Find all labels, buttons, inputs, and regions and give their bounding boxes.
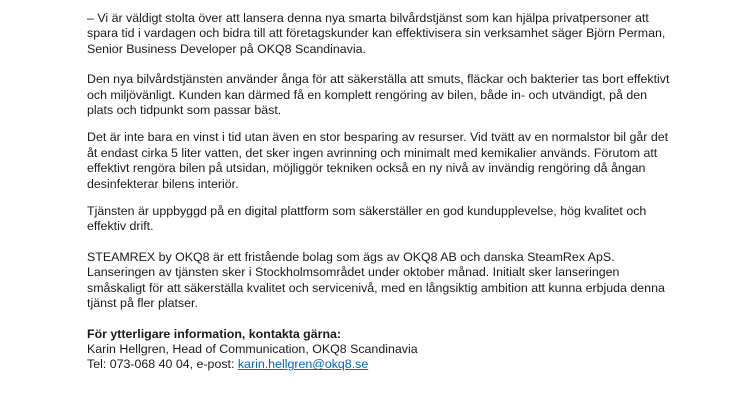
text-line: spara tid i vardagen och bidra till att företagskunder kan effektivisera sin verksamhet säger Björn Perman, [87, 26, 666, 41]
text-line: desinfekterar bilens interiör. [87, 176, 239, 191]
contact-tel: Tel: 073-068 40 04, e-post: [87, 357, 238, 372]
company-info-paragraph [87, 250, 707, 312]
service-description-paragraph [87, 72, 707, 118]
press-release-document [87, 11, 707, 373]
text-line: plats och tidpunkt som passar bäst. [87, 103, 282, 118]
text-line: effektiv drift. [87, 219, 154, 234]
text-line: Tjänsten är uppbyggd på en digital plattform som säkerställer en god kundupplevelse, hög kvalitet och [87, 204, 647, 219]
text-line: Lanseringen av tjänsten sker i Stockholmsområdet under oktober månad. Initialt sker lanseringen [87, 265, 620, 280]
platform-paragraph [87, 204, 707, 235]
text-line: tjänst på fler platser. [87, 296, 198, 311]
text-line: åt endast cirka 5 liter vatten, det sker ingen avrinning och minimalt med kemikalier används. Förutom att [87, 145, 658, 160]
email-link[interactable]: karin.hellgren@okq8.se [237, 357, 369, 372]
text-line: – Vi är väldigt stolta över att lansera denna nya smarta bilvårdstjänst som kan hjälpa privatpersoner att [87, 11, 649, 25]
text-line: och miljövänligt. Kunden kan därmed få en komplett rengöring av bilen, både in- och utvändigt, på den [87, 87, 647, 102]
contact-heading: För ytterligare information, kontakta gärna: [87, 326, 342, 341]
text-line: Det är inte bara en vinst i tid utan även en stor besparing av resurser. Vid tvätt av en normalstor bil går det [87, 130, 669, 145]
text-line: STEAMREX by OKQ8 är ett fristående bolag som ägs av OKQ8 AB och danska SteamRex ApS. [87, 249, 615, 264]
contact-details [87, 357, 707, 372]
text-line: effektivt rengöra bilen på utsidan, möjliggör tekniken också en ny nivå av invändig rengöring då ångan [87, 161, 646, 176]
contact-name: Karin Hellgren, Head of Communication, OKQ8 Scandinavia [87, 341, 418, 356]
text-line: småskaligt för att säkerställa kvalitet och servicenivå, med en långsiktig ambition att kunna erbjuda denna [87, 280, 665, 295]
quote-paragraph [87, 11, 707, 57]
resource-savings-paragraph [87, 130, 707, 192]
contact-section [87, 327, 707, 373]
text-line: Den nya bilvårdstjänsten använder ånga för att säkerställa att smuts, fläckar och bakterier tas bort effektivt [87, 72, 670, 87]
text-line: Senior Business Developer på OKQ8 Scandinavia. [87, 41, 366, 56]
